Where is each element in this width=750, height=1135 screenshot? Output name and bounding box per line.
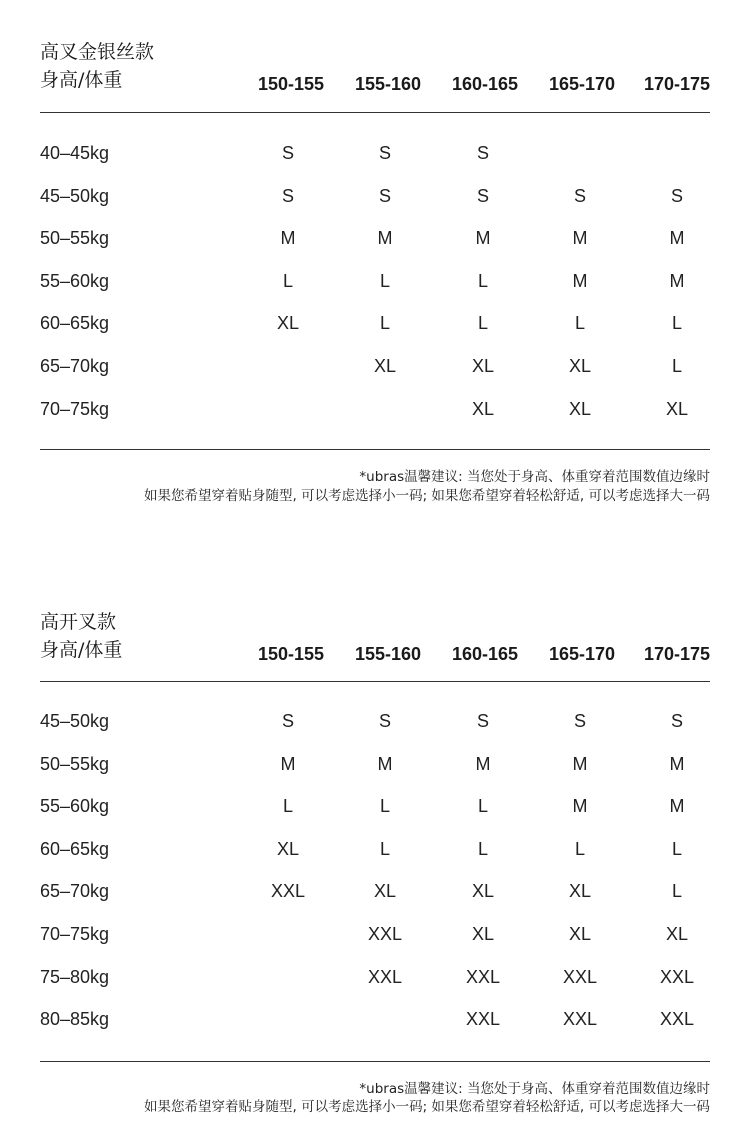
size-cell: XL [373, 355, 397, 376]
size-cell: S [476, 711, 489, 731]
weight-label: 45–50kg [40, 711, 110, 731]
fit-note-line2: 如果您希望穿着贴身随型, 可以考虑选择小一码; 如果您希望穿着轻松舒适, 可以考虑选择大一码 [143, 488, 710, 504]
table-row [40, 351, 710, 394]
weight-label: 70–75kg [40, 398, 110, 419]
table-body [40, 138, 710, 436]
divider [40, 449, 710, 450]
table-row [40, 876, 710, 919]
size-cell: XL [665, 923, 689, 944]
size-cell: L [671, 838, 682, 859]
row-header-label: 身高/体重 [40, 69, 123, 91]
table-row [40, 791, 710, 834]
size-cell: XXL [562, 1009, 598, 1030]
row-header-label: 身高/体重 [40, 639, 123, 661]
table-body [40, 706, 710, 1047]
table-row [40, 834, 710, 877]
size-table-gold-silver [40, 38, 711, 504]
column-header: 165-170 [548, 74, 616, 94]
size-cell: L [282, 796, 293, 817]
table-row [40, 266, 710, 309]
column-header: 155-160 [354, 74, 422, 94]
size-cell: M [572, 753, 588, 774]
size-cell: XXL [659, 966, 695, 987]
size-cell: S [378, 143, 391, 163]
size-cell: M [377, 228, 393, 249]
weight-label: 65–70kg [40, 881, 110, 902]
table-row [40, 308, 710, 351]
size-cell: XXL [367, 923, 403, 944]
size-cell: S [573, 185, 586, 206]
size-cell: S [378, 711, 391, 731]
weight-label: 60–65kg [40, 838, 110, 859]
size-cell: M [669, 270, 685, 291]
size-cell: L [379, 796, 390, 817]
size-cell: M [280, 228, 296, 249]
size-cell: M [669, 228, 685, 249]
size-cell: XXL [562, 966, 598, 987]
size-table-high-slit [40, 608, 711, 1115]
size-cell: XL [471, 881, 495, 902]
column-header: 155-160 [354, 644, 422, 664]
size-cell: M [280, 753, 296, 774]
weight-label: 40–45kg [40, 143, 110, 163]
table-row [40, 706, 710, 749]
size-cell: L [671, 881, 682, 902]
weight-label: 60–65kg [40, 313, 110, 334]
size-cell: S [281, 143, 294, 163]
size-cell: S [573, 711, 586, 731]
column-header: 160-165 [451, 74, 519, 94]
weight-label: 55–60kg [40, 270, 110, 291]
size-cell: M [475, 753, 491, 774]
table-row [40, 394, 710, 437]
size-cell: S [281, 185, 294, 206]
size-cell: L [671, 355, 682, 376]
size-cell: XL [373, 881, 397, 902]
size-cell: L [477, 838, 488, 859]
column-header: 165-170 [548, 644, 616, 664]
size-cell: XXL [270, 881, 306, 902]
size-cell: M [669, 796, 685, 817]
table-row [40, 1004, 710, 1047]
weight-label: 75–80kg [40, 966, 110, 987]
size-cell: M [572, 270, 588, 291]
size-cell: XXL [659, 1009, 695, 1030]
size-cell: S [378, 185, 391, 206]
column-header: 160-165 [451, 644, 519, 664]
table-row [40, 138, 710, 181]
fit-note-line1: *ubras温馨建议: 当您处于身高、体重穿着范围数值边缘时 [359, 1081, 710, 1097]
column-header: 170-175 [643, 74, 711, 94]
column-header: 150-155 [257, 74, 325, 94]
size-cell: XL [568, 355, 592, 376]
divider [40, 112, 710, 113]
size-cell: L [379, 313, 390, 334]
size-cell: S [281, 711, 294, 731]
size-cell: L [379, 838, 390, 859]
size-cell: L [574, 838, 585, 859]
size-cell: S [670, 711, 683, 731]
fit-note-line2: 如果您希望穿着贴身随型, 可以考虑选择小一码; 如果您希望穿着轻松舒适, 可以考虑选择大一码 [143, 1099, 710, 1115]
size-cell: XL [665, 398, 689, 419]
weight-label: 50–55kg [40, 753, 110, 774]
size-cell: XXL [465, 966, 501, 987]
size-cell: XL [276, 838, 300, 859]
divider [40, 1061, 710, 1062]
weight-label: 80–85kg [40, 1009, 110, 1030]
table-title: 高叉金银丝款 [40, 41, 155, 63]
weight-label: 50–55kg [40, 228, 110, 249]
table-header [40, 66, 710, 100]
size-cell: L [477, 796, 488, 817]
weight-label: 70–75kg [40, 923, 110, 944]
size-cell: L [477, 313, 488, 334]
size-cell: M [572, 796, 588, 817]
table-row [40, 181, 710, 224]
size-cell: S [476, 185, 489, 206]
size-cell: L [282, 270, 293, 291]
size-cell: XL [471, 923, 495, 944]
table-header [40, 636, 710, 670]
size-cell: XL [568, 923, 592, 944]
size-cell: XL [568, 881, 592, 902]
weight-label: 55–60kg [40, 796, 110, 817]
size-cell: M [669, 753, 685, 774]
table-row [40, 749, 710, 792]
size-cell: M [572, 228, 588, 249]
size-cell: L [379, 270, 390, 291]
fit-note-line1: *ubras温馨建议: 当您处于身高、体重穿着范围数值边缘时 [359, 469, 710, 485]
column-header: 170-175 [643, 644, 711, 664]
size-cell: L [671, 313, 682, 334]
weight-label: 65–70kg [40, 355, 110, 376]
size-cell: XXL [465, 1009, 501, 1030]
size-cell: L [477, 270, 488, 291]
column-header: 150-155 [257, 644, 325, 664]
size-cell: M [475, 228, 491, 249]
table-row [40, 962, 710, 1005]
size-cell: XL [471, 398, 495, 419]
size-cell: M [377, 753, 393, 774]
weight-label: 45–50kg [40, 185, 110, 206]
table-title: 高开叉款 [40, 611, 117, 633]
size-cell: XL [276, 313, 300, 334]
size-cell: XXL [367, 966, 403, 987]
divider [40, 681, 710, 682]
table-row [40, 919, 710, 962]
size-cell: S [670, 185, 683, 206]
size-cell: XL [568, 398, 592, 419]
table-row [40, 223, 710, 266]
size-cell: XL [471, 355, 495, 376]
size-cell: L [574, 313, 585, 334]
size-cell: S [476, 143, 489, 163]
